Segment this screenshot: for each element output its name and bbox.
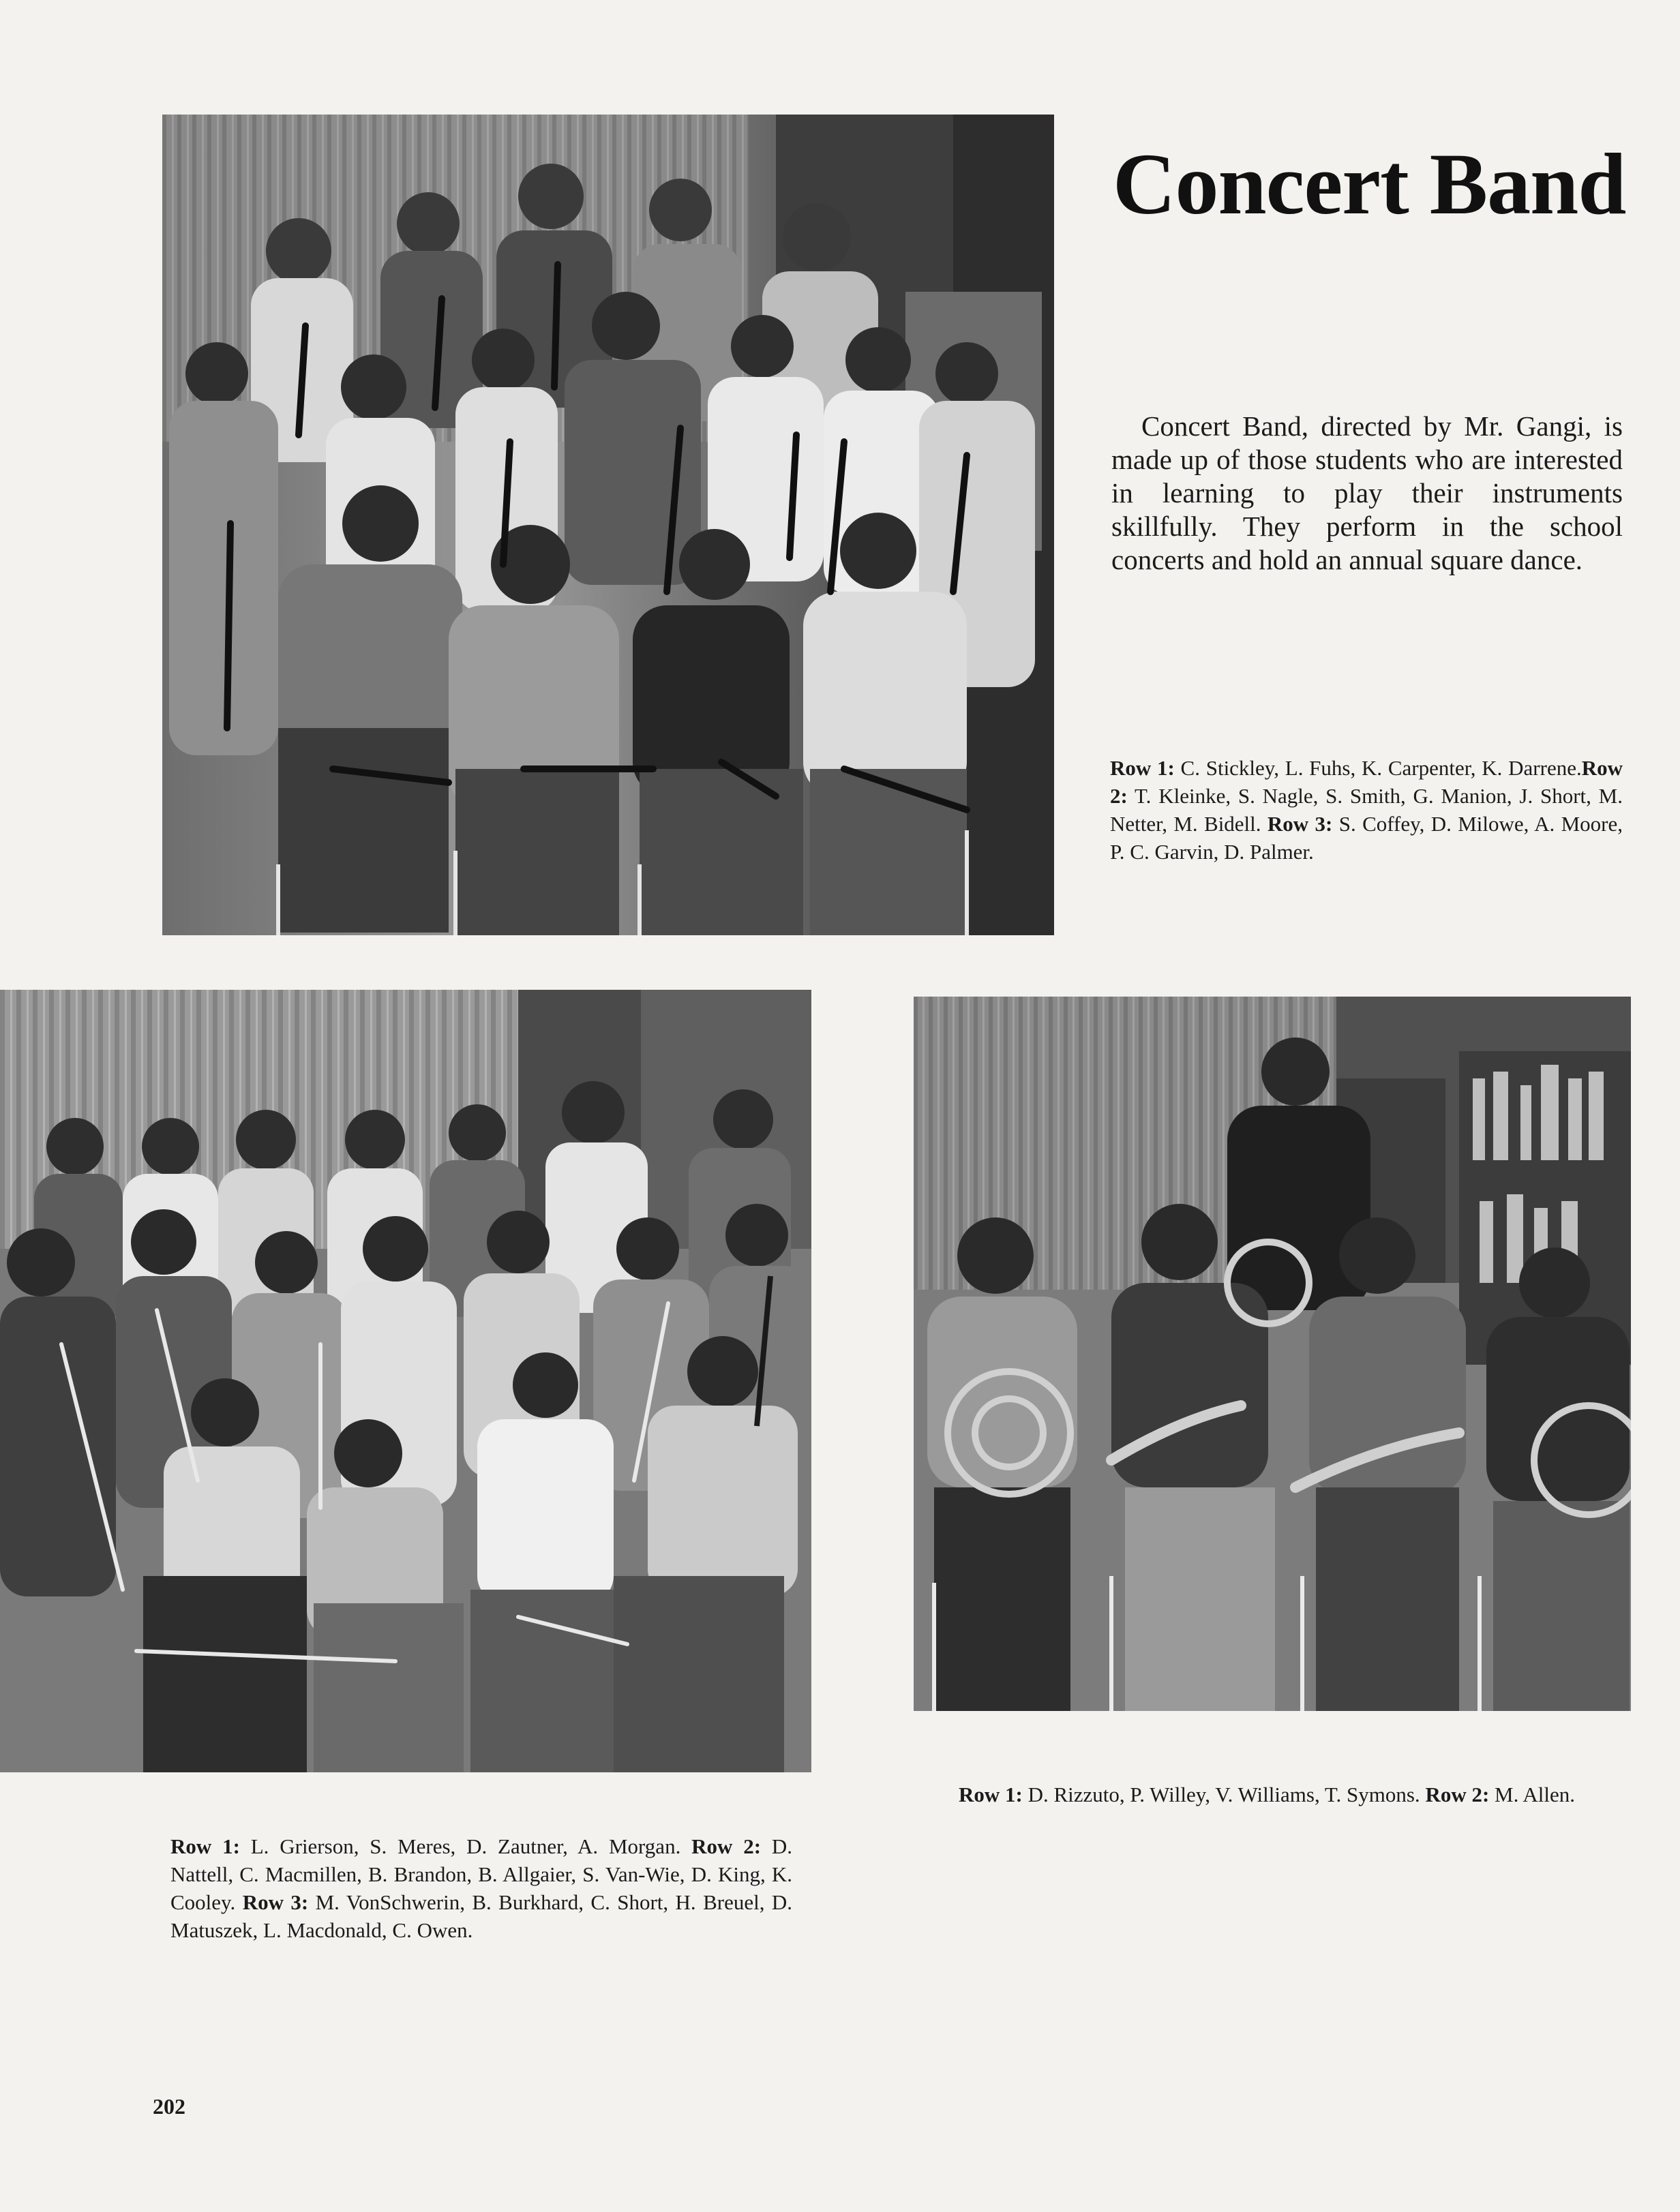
caption-row-label: Row 2:	[1425, 1783, 1490, 1806]
caption-row-names: D. Rizzuto, P. Willey, V. Williams, T. Symons.	[1022, 1783, 1426, 1806]
flute-group-image	[0, 990, 811, 1772]
clarinet-group-image	[162, 115, 1054, 935]
caption-row-label: Row 3:	[1267, 812, 1333, 836]
flute-photo-caption	[170, 1832, 792, 1944]
caption-row-label: Row 2:	[1110, 756, 1623, 808]
caption-row-names: C. Stickley, L. Fuhs, K. Carpenter, K. Darrene.	[1174, 756, 1582, 780]
caption-row-names: T. Kleinke, S. Nagle, S. Smith, G. Manion, J. Short, M. Netter, M. Bidell.	[1110, 784, 1623, 836]
caption-row-label: Row 1:	[1110, 756, 1175, 780]
caption-row-names: S. Coffey, D. Milowe, A. Moore, P. C. Garvin, D. Palmer.	[1110, 812, 1623, 864]
show-through-text	[1132, 600, 1609, 682]
horn-photo-caption	[959, 1781, 1579, 1808]
caption-row-names: M. Allen.	[1489, 1783, 1576, 1806]
page-number: 202	[153, 2094, 185, 2119]
intro-paragraph: Concert Band, directed by Mr. Gangi, is made up of those students who are interested in learning to play their instruments skillfully. They perform in the school concerts and hold an annual square dance.	[1111, 410, 1623, 575]
clarinet-photo-caption	[1110, 754, 1623, 866]
horn-section-photo	[914, 997, 1631, 1711]
caption-row-names: D. Nattell, C. Macmillen, B. Brandon, B. Allgaier, S. Van-Wie, D. King, K. Cooley.	[170, 1834, 793, 1914]
clarinet-section-photo	[162, 115, 1054, 935]
caption-row-label: Row 2:	[691, 1834, 762, 1858]
caption-row-names: L. Grierson, S. Meres, D. Zautner, A. Morgan.	[239, 1834, 692, 1858]
page-title: Concert Band	[1113, 136, 1626, 232]
caption-row-names: M. VonSchwerin, B. Burkhard, C. Short, H. Breuel, D. Matuszek, L. Macdonald, C. Owen.	[170, 1890, 792, 1942]
caption-row-label: Row 3:	[242, 1890, 309, 1914]
caption-row-label: Row 1:	[959, 1783, 1023, 1806]
caption-row-label: Row 1:	[170, 1834, 240, 1858]
horn-group-image	[914, 997, 1631, 1711]
flute-section-photo	[0, 990, 811, 1772]
